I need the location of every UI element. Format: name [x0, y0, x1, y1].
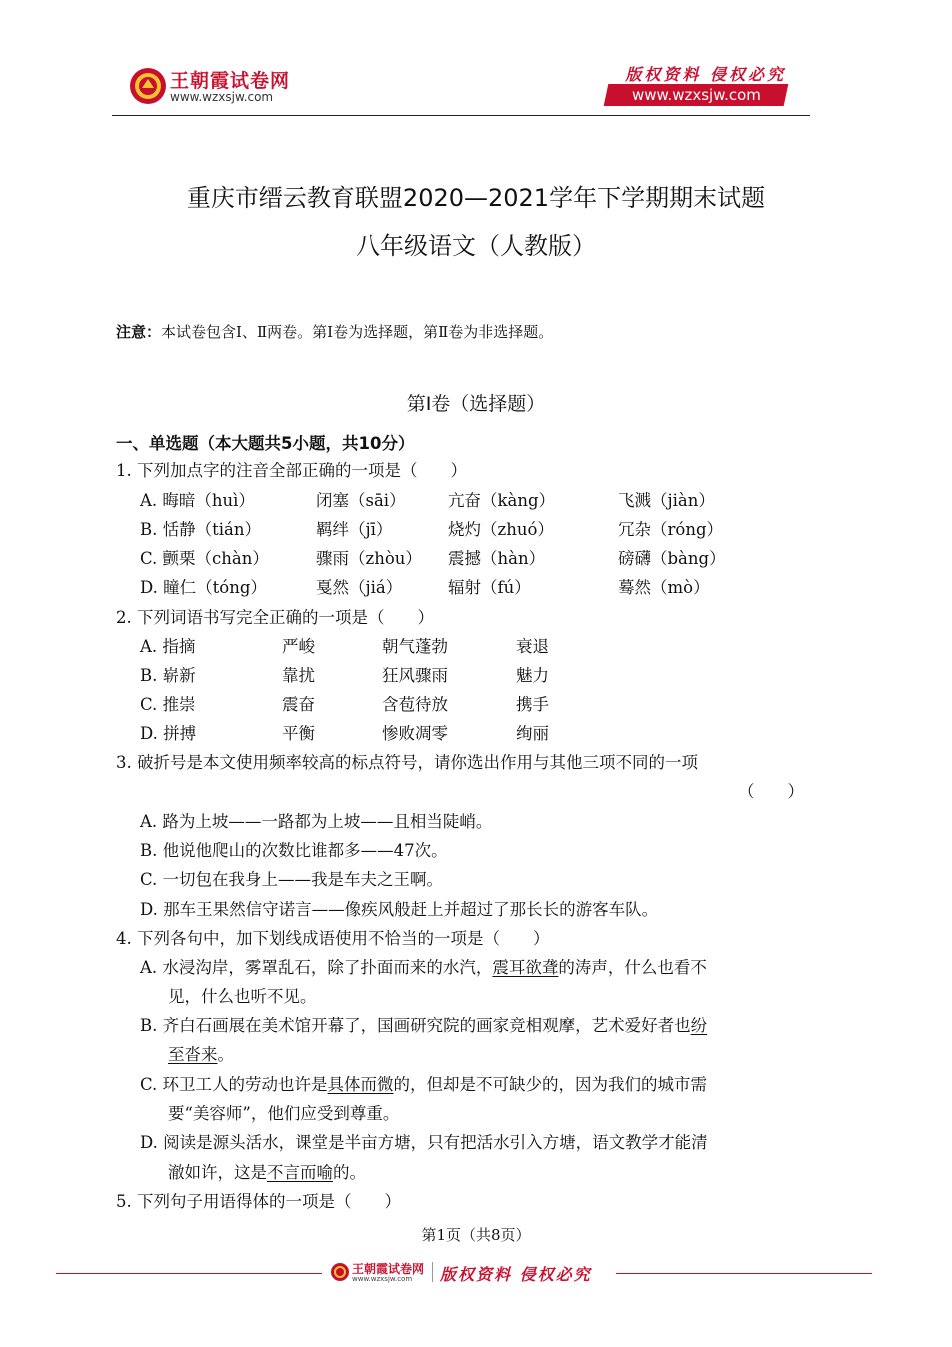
note-text: 本试卷包含Ⅰ、Ⅱ两卷。第Ⅰ卷为选择题，第Ⅱ卷为非选择题。	[161, 323, 554, 341]
q3-option-c: C. 一切包在我身上——我是车夫之王啊。	[140, 870, 444, 889]
q2-option-d-4: 绚丽	[516, 724, 549, 743]
q4-option-a-line2: 见，什么也听不见。	[168, 987, 317, 1006]
q4-b-text-1: B. 齐白石画展在美术馆开幕了，国画研究院的画家竞相观摩，艺术爱好者也	[140, 1016, 691, 1035]
exam-subtitle: 八年级语文（人教版）	[356, 232, 596, 260]
q1-option-c-3: 震撼（hàn）	[448, 549, 546, 568]
q1-option-b-3: 烧灼（zhuó）	[448, 520, 554, 539]
q2-option-b-2: 靠扰	[282, 666, 315, 685]
q2-option-b-1: B. 崭新	[140, 666, 196, 685]
q4-option-d-line1: D. 阅读是源头活水，课堂是半亩方塘，只有把活水引入方塘，语文教学才能清	[140, 1133, 708, 1152]
url-banner[interactable]	[604, 84, 789, 106]
q2-option-c-2: 震奋	[282, 695, 315, 714]
q1-option-d-2: 戛然（jiá）	[316, 578, 403, 597]
q2-option-d-3: 惨败凋零	[382, 724, 448, 743]
q2-option-c-3: 含苞待放	[382, 695, 448, 714]
page-footer	[0, 1258, 952, 1288]
footer-seal-logo-icon	[330, 1262, 350, 1282]
q2-option-d-1: D. 拼搏	[140, 724, 197, 743]
q2-option-c-4: 携手	[516, 695, 549, 714]
q3-option-d: D. 那车王果然信守诺言——像疾风般赶上并超过了那长长的游客车队。	[140, 900, 659, 919]
copyright-slogan: 版权资料 侵权必究	[625, 65, 786, 84]
q4-a-text-2: 的涛声，什么也看不	[558, 958, 707, 977]
question-4-stem: 4. 下列各句中，加下划线成语使用不恰当的一项是（ ）	[116, 929, 550, 948]
q4-option-b-line2	[168, 1045, 234, 1065]
q2-option-a-1: A. 指摘	[140, 637, 196, 656]
q1-option-b-1: B. 恬静（tián）	[140, 520, 261, 539]
q4-d-text-1: 澈如许，这是	[168, 1163, 267, 1182]
exam-title: 重庆市缙云教育联盟2020—2021学年下学期期末试题	[186, 184, 766, 212]
q4-b-text-2: 。	[217, 1045, 234, 1064]
page-header	[112, 58, 810, 116]
q2-option-b-3: 狂风骤雨	[382, 666, 448, 685]
header-divider	[112, 115, 810, 116]
q1-option-d-3: 辐射（fú）	[448, 578, 531, 597]
q1-option-c-1: C. 颤栗（chàn）	[140, 549, 269, 568]
q4-b-underlined-idiom-part2: 至沓来	[168, 1045, 218, 1064]
q1-option-c-4: 磅礴（bàng）	[618, 549, 726, 568]
footer-separator	[432, 1262, 433, 1282]
q4-option-c-line1	[140, 1075, 707, 1095]
footer-logo-url[interactable]: www.wzxsjw.com	[352, 1275, 413, 1283]
q4-a-text-1: A. 水浸沟岸，雾罩乱石，除了扑面而来的水汽，	[140, 958, 493, 977]
q1-option-d-4: 蓦然（mò）	[618, 578, 710, 597]
q4-d-text-2: 的。	[333, 1163, 366, 1182]
q1-option-a-2: 闭塞（sāi）	[316, 491, 406, 510]
q1-option-a-1: A. 晦暗（huì）	[140, 491, 255, 510]
q3-option-a: A. 路为上坡——一路都为上坡——且相当陡峭。	[140, 812, 493, 831]
q4-b-underlined-idiom-part1: 纷	[690, 1016, 708, 1035]
q2-option-a-3: 朝气蓬勃	[382, 637, 448, 656]
q1-option-d-1: D. 瞳仁（tóng）	[140, 578, 267, 597]
question-1-stem: 1. 下列加点字的注音全部正确的一项是（ ）	[116, 461, 467, 480]
part-heading: 一、单选题（本大题共5小题，共10分）	[116, 434, 415, 453]
question-2-stem: 2. 下列词语书写完全正确的一项是（ ）	[116, 608, 434, 627]
q1-option-c-2: 骤雨（zhòu）	[316, 549, 422, 568]
footer-line-right	[616, 1273, 872, 1274]
q4-d-underlined-idiom: 不言而喻	[267, 1163, 333, 1182]
logo-url[interactable]: www.wzxsjw.com	[170, 90, 274, 104]
q4-c-underlined-idiom: 具体而微	[327, 1075, 394, 1094]
q4-option-a-line1	[140, 958, 707, 978]
q1-option-b-2: 羁绊（jī）	[316, 520, 393, 539]
page-number: 第1页（共8页）	[421, 1226, 531, 1244]
question-3-stem: 3. 破折号是本文使用频率较高的标点符号，请你选出作用与其他三项不同的一项	[116, 753, 698, 772]
q4-c-text-2: 的，但却是不可缺少的，因为我们的城市需	[393, 1075, 708, 1094]
q4-option-c-line2: 要“美容师”，他们应受到尊重。	[168, 1104, 400, 1123]
q2-option-b-4: 魅力	[516, 666, 549, 685]
q2-option-a-4: 衰退	[516, 637, 549, 656]
q2-option-c-1: C. 推崇	[140, 695, 196, 714]
question-3-answer-paren: （ ）	[738, 782, 804, 801]
question-5-stem: 5. 下列句子用语得体的一项是（ ）	[116, 1192, 401, 1211]
q1-option-a-4: 飞溅（jiàn）	[618, 491, 715, 510]
q1-option-a-3: 亢奋（kàng）	[448, 491, 556, 510]
q4-a-underlined-idiom: 震耳欲聋	[492, 958, 559, 977]
footer-slogan: 版权资料 侵权必究	[440, 1265, 592, 1284]
q4-c-text-1: C. 环卫工人的劳动也许是	[140, 1075, 328, 1094]
exam-note	[116, 321, 553, 342]
footer-line-left	[56, 1273, 322, 1274]
q4-option-d-line2	[168, 1163, 366, 1183]
seal-logo-icon	[128, 66, 168, 106]
q2-option-a-2: 严峻	[282, 637, 315, 656]
section-title: 第Ⅰ卷（选择题）	[406, 393, 546, 415]
q3-option-b: B. 他说他爬山的次数比谁都多——47次。	[140, 841, 448, 860]
url-banner-text: www.wzxsjw.com	[631, 86, 761, 104]
q4-option-b-line1	[140, 1016, 707, 1036]
q2-option-d-2: 平衡	[282, 724, 315, 743]
logo-name: 王朝霞试卷网	[170, 70, 291, 92]
note-label: 注意：	[116, 323, 162, 341]
footer-logo-name: 王朝霞试卷网	[352, 1262, 425, 1276]
q1-option-b-4: 冗杂（róng）	[618, 520, 724, 539]
